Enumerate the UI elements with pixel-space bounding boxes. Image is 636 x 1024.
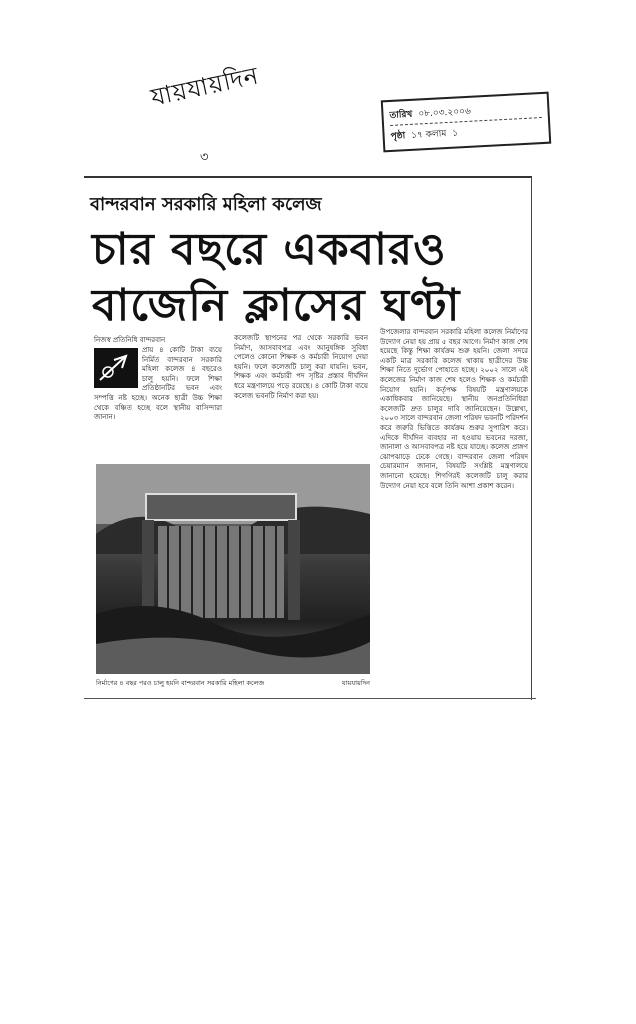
stamp-page-extra: ১ [452, 127, 459, 139]
article-column-2: কলেজটি স্থাপনের পর থেকে সরকারি ভবন নির্মাণ, আসবাবপত্র এবং আনুষঙ্গিক সুবিধা পেলেও কোনো শিক্ষক ও কর্মচারী নিয়োগ দেয়া হয়নি। ফলে কলেজটি চালু করা যায়নি। ভবন, শিক্ষক এবং কর্মচারী পদ সৃষ্টির প্রস্তাব দীর্ঘদিন ধরে মন্ত্রণালয়ে পড়ে রয়েছে। ৪ কোটি টাকা ব্যয়ে কলেজ ভবনটি নির্মাণ করা হয়। [234, 334, 368, 400]
article-headline [92, 222, 528, 334]
clipping-bottom-rule [84, 698, 536, 699]
article-byline: নিজস্ব প্রতিনিধি বান্দরবান [94, 336, 166, 344]
article-kicker: বান্দরবান সরকারি মহিলা কলেজ [90, 194, 322, 215]
photo-credit: যায়যায়দিন [341, 679, 370, 687]
stamp-page-label: পৃষ্ঠা [390, 130, 406, 142]
newspaper-clipping [84, 176, 532, 700]
cursor-sketch-icon [94, 348, 138, 388]
stamp-date-label: তারিখ [389, 109, 413, 121]
column-1-text: প্রায় ৪ কোটি টাকা ব্যয়ে নির্মিত বান্দরবান সরকারি মহিলা কলেজ ৪ বছরেও চালু হয়নি। ফলে শিক্ষা প্রতিষ্ঠানটির ভবন এবং সম্পত্তি নষ্ট হচ্ছে। অনেক ছাত্রী উচ্চ শিক্ষা থেকে বঞ্চিত হচ্ছে বলে স্থানীয় বাসিন্দারা জানান। [94, 346, 222, 422]
photo-caption [96, 678, 370, 689]
headline-line-2: বাজেনি ক্লাসের ঘণ্টা [92, 280, 461, 331]
stamp-date-value: ০৮.০৩.২০০৬ [418, 106, 472, 120]
article-column-3: উপজেলার বান্দরবান সরকারি মহিলা কলেজ নির্মাণের উদ্যোগ নেয়া হয় প্রায় ৫ বছর আগে। নির্মাণ কাজ শেষ হয়েছে কিন্তু শিক্ষা কার্যক্রম শুরু হয়নি। জেলা সদরে একটি মাত্র সরকারি কলেজ থাকায় ছাত্রীদের উচ্চ শিক্ষা নিতে দুর্ভোগ পোহাতে হচ্ছে। ২০০২ সালে এই কলেজের নির্মাণ কাজ শেষ হলেও শিক্ষক ও কর্মচারী নিয়োগ হয়নি। কর্তৃপক্ষ বিষয়টি মন্ত্রণালয়কে একাধিকবার জানিয়েছে। স্থানীয় জনপ্রতিনিধিরা কলেজটি দ্রুত চালুর দাবি জানিয়েছেন। উল্লেখ্য, ২০০৩ সালে বান্দরবান জেলা পরিষদ ভবনটি পরিদর্শন করে জরুরি ভিত্তিতে কার্যক্রম শুরুর সুপারিশ করে। এদিকে দীর্ঘদিন ব্যবহার না হওয়ায় ভবনের দরজা, জানালা ও আসবাবপত্র নষ্ট হয়ে যাচ্ছে। কলেজ প্রাঙ্গণ ঝোপঝাড়ে ঢেকে গেছে। বান্দরবান জেলা পরিষদ চেয়ারম্যান জানান, বিষয়টি সংশ্লিষ্ট মন্ত্রণালয়ে জানানো হয়েছে। শিগগিরই কলেজটি চালু করার উদ্যোগ নেয়া হবে বলে তিনি আশা প্রকাশ করেন। [380, 328, 528, 490]
stamp-page-value: ১৭ কলাম [410, 128, 447, 141]
newspaper-name-handwritten: যায়যায়দিন [148, 61, 262, 112]
page-number-mark: ৩ [200, 150, 209, 165]
headline-line-1: চার বছরে একবারও [92, 224, 447, 275]
archive-stamp [381, 92, 551, 153]
article-column-1 [94, 346, 222, 466]
photo-caption-text: নির্মাণের ৪ বছর পরও চালু হয়নি বান্দরবান সরকারি মহিলা কলেজ [96, 679, 265, 687]
college-gate-photo [96, 464, 370, 674]
